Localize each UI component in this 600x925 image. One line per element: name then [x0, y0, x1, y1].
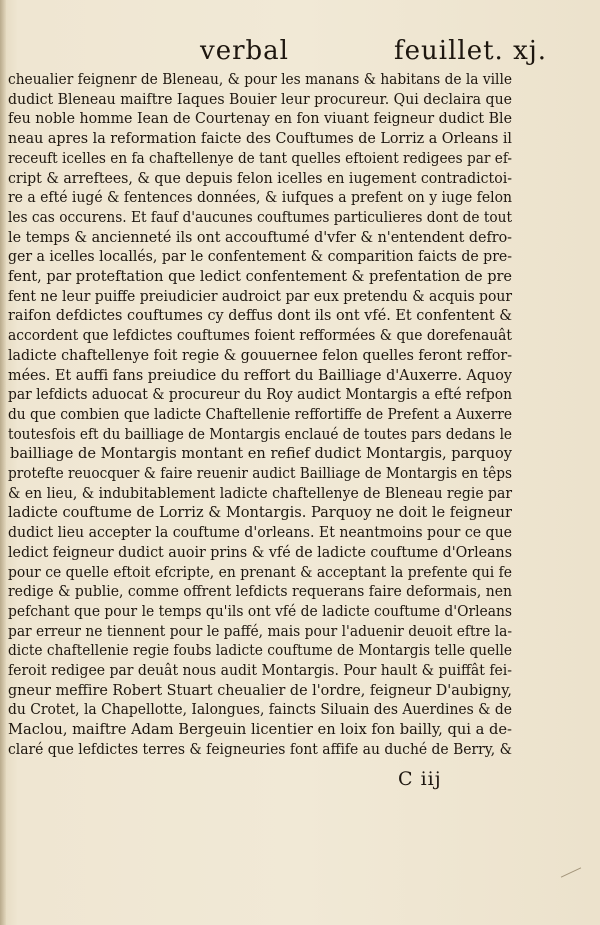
text-line: receuft icelles en fa chaftellenye de tant quelles eftoient redigees par ef-: [8, 148, 512, 167]
folio-number: feuillet. xj.: [394, 36, 548, 66]
text-line: raifon defdictes couftumes cy deffus dont ils ont vfé. Et confentent &: [8, 306, 512, 325]
text-line: accordent que lefdictes couftumes foient refformées & que dorefenauât: [8, 326, 512, 345]
text-line: dudict lieu accepter la couftume d'orleans. Et neantmoins pour ce que: [8, 523, 512, 542]
text-line: ger a icelles locallés, par le confentement & comparition faicts de pre-: [8, 247, 512, 266]
text-line: cript & arreftees, & que depuis felon icelles en iugement contradictoi-: [8, 168, 512, 187]
text-line: du Crotet, la Chapellotte, Ialongues, faincts Siluain des Auerdines & de: [8, 700, 512, 719]
text-line: feroit redigee par deuât nous audit Montargis. Pour hault & puiffât fei-: [8, 661, 512, 679]
text-line: pour ce quelle eftoit efcripte, en prenant & acceptant la prefente qui fe: [8, 562, 512, 581]
text-line: claré que lefdictes terres & feigneuries font affife au duché de Berry, &: [8, 739, 512, 758]
text-line: mées. Et auffi fans preiudice du reffort du Bailliage d'Auxerre. Aquoy: [8, 365, 512, 384]
text-line: Maclou, maiftre Adam Bergeuin licentier en loix fon bailly, qui a de-: [8, 720, 512, 739]
text-line: toutesfois eft du bailliage de Montargis enclaué de toutes pars dedans le: [8, 424, 512, 443]
binding-edge: [0, 0, 6, 925]
text-line: le temps & ancienneté ils ont accouftumé d'vfer & n'entendent defro-: [8, 227, 512, 246]
text-line: ladicte couftume de Lorriz & Montargis. Parquoy ne doit le feigneur: [8, 503, 512, 522]
text-line: cheualier feignenr de Bleneau, & pour les manans & habitans de la ville: [8, 70, 512, 88]
text-line: re a efté iugé & fentences données, & iufques a prefent on y iuge felon: [8, 188, 512, 207]
text-line: gneur meffire Robert Stuart cheualier de l'ordre, feigneur D'aubigny,: [8, 680, 512, 699]
text-line: ledict feigneur dudict auoir prins & vfé de ladicte couftume d'Orleans: [8, 542, 512, 561]
text-line: du que combien que ladicte Chaftellenie reffortiffe de Prefent a Auxerre: [8, 404, 512, 423]
signature-mark: C iij: [398, 768, 442, 790]
text-line: fent, par proteftation que ledict confentement & prefentation de pre: [8, 267, 512, 285]
text-line: les cas occurens. Et fauf d'aucunes couftumes particulieres dont de tout: [8, 207, 512, 226]
page-header: [0, 36, 600, 70]
paper-mark: [561, 867, 581, 877]
text-line: redige & publie, comme offrent lefdicts requerans faire deformais, nen: [8, 582, 512, 601]
text-line: pefchant que pour le temps qu'ils ont vfé de ladicte couftume d'Orleans: [8, 601, 512, 620]
text-line: neau apres la reformation faicte des Couftumes de Lorriz a Orleans il: [8, 129, 512, 148]
text-line: par lefdicts aduocat & procureur du Roy audict Montargis a efté refpon: [8, 385, 512, 404]
text-line: fent ne leur puiffe preiudicier audroict par eux pretendu & acquis pour: [8, 286, 512, 305]
text-line: par erreur ne tiennent pour le paffé, mais pour l'aduenir deuoit eftre la-: [8, 621, 512, 640]
text-line: dudict Bleneau maiftre Iaques Bouier leur procureur. Qui declaira que: [8, 89, 512, 108]
text-line: dicte chaftellenie regie foubs ladicte couftume de Montargis telle quelle: [8, 641, 512, 660]
text-line: ladicte chaftellenye foit regie & gouuernee felon quelles feront reffor-: [8, 345, 512, 364]
text-line: & en lieu, & indubitablement ladicte chaftellenye de Bleneau regie par: [8, 483, 512, 502]
text-line: bailliage de Montargis montant en refief dudict Montargis, parquoy: [10, 444, 512, 463]
text-line: feu noble homme Iean de Courtenay en fon viuant feigneur dudict Ble: [8, 109, 512, 128]
running-head: verbal: [200, 36, 289, 66]
text-line: protefte reuocquer & faire reuenir audict Bailliage de Montargis en têps: [8, 464, 512, 482]
